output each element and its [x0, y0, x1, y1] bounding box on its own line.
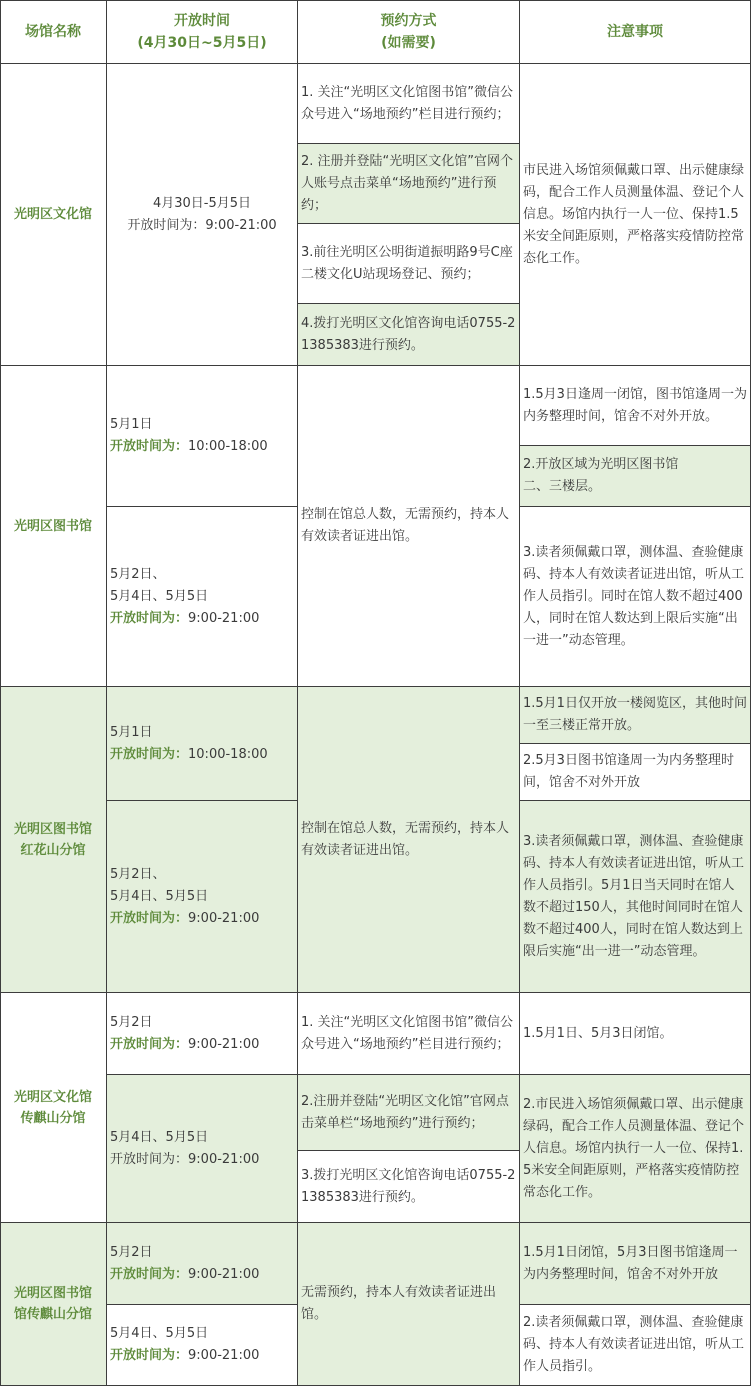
notes-item: 1.5月1日仅开放一楼阅览区，其他时间一至三楼正常开放。 [520, 687, 751, 744]
booking-item: 1. 关注“光明区文化馆图书馆”微信公众号进入“场地预约”栏目进行预约； [298, 64, 520, 144]
hours-date: 5月2日、 5月4日、5月5日 [110, 566, 209, 604]
booking-item: 3.拨打光明区文化馆咨询电话0755-21385383进行预约。 [298, 1151, 520, 1223]
notes-item: 1.5月3日逢周一闭馆，图书馆逢周一为内务整理时间，馆舍不对外开放。 [520, 366, 751, 446]
venue-cell: 光明区文化馆 传麒山分馆 [0, 993, 107, 1223]
notes-item: 2.市民进入场馆须佩戴口罩、出示健康绿码，配合工作人员测量体温、登记个人信息。场馆内执行一人一位、保持1.5米安全间距原则，严格落实疫情防控常态化工作。 [520, 1075, 751, 1223]
hours-cell [107, 507, 298, 687]
hours-time: 开放时间为：10:00-18:00 [110, 439, 268, 454]
hours-date: 5月2日、 5月4日、5月5日 [110, 866, 209, 904]
hours-cell [107, 993, 298, 1075]
hours-time: 开放时间为：9:00-21:00 [110, 1036, 260, 1052]
hours-cell [107, 1075, 298, 1223]
header-venue: 场馆名称 [0, 0, 107, 64]
hours-cell [107, 1223, 298, 1305]
booking-item: 2. 注册并登陆“光明区文化馆”官网个人账号点击菜单“场地预约”进行预约； [298, 144, 520, 224]
hours-date: 5月1日 [110, 724, 153, 740]
hours-time: 开放时间为：10:00-18:00 [110, 746, 268, 762]
booking-item: 4.拨打光明区文化馆咨询电话0755-21385383进行预约。 [298, 304, 520, 366]
hours-time: 开放时间为：9:00-21:00 [110, 1151, 260, 1167]
hours-time: 开放时间为：9:00-21:00 [110, 910, 260, 926]
notes-item: 2.5月3日图书馆逢周一为内务整理时间，馆舍不对外开放 [520, 744, 751, 801]
hours-time: 开放时间为：9:00-21:00 [110, 1266, 260, 1282]
hours-cell [107, 366, 298, 507]
booking-item: 3.前往光明区公明街道振明路9号C座二楼文化U站现场登记、预约； [298, 224, 520, 304]
header-notes: 注意事项 [520, 0, 751, 64]
hours-time: 开放时间为：9:00-21:00 [110, 1348, 260, 1363]
notes-item: 1.5月1日闭馆，5月3日图书馆逢周一为内务整理时间，馆舍不对外开放 [520, 1223, 751, 1305]
header-hours: 开放时间 (4月30日~5月5日) [107, 0, 298, 64]
hours-time: 开放时间为：9:00-21:00 [110, 610, 260, 626]
booking-item: 2.注册并登陆“光明区文化馆”官网点击菜单栏“场地预约”进行预约； [298, 1075, 520, 1151]
booking-item: 控制在馆总人数，无需预约，持本人有效读者证进出馆。 [298, 366, 520, 687]
notes-item: 3.读者须佩戴口罩，测体温、查验健康码、持本人有效读者证进出馆，听从工作人员指引。5月1日当天同时在馆人数不超过150人，其他时间同时在馆人数不超过400人，同时在馆人数达到上限后实施“出一进一”动态管理。 [520, 801, 751, 993]
hours-date: 5月2日 [110, 1014, 153, 1030]
hours-date: 4月30日-5月5日 [152, 195, 252, 211]
venue-cell: 光明区图书馆 [0, 366, 107, 687]
notes-item: 3.读者须佩戴口罩，测体温、查验健康码、持本人有效读者证进出馆，听从工作人员指引。同时在馆人数不超过400人，同时在馆人数达到上限后实施“出一进一”动态管理。 [520, 507, 751, 687]
hours-time: 开放时间为：9:00-21:00 [127, 217, 277, 233]
hours-date: 5月4日、5月5日 [110, 1129, 209, 1145]
hours-date: 5月2日 [110, 1244, 153, 1260]
hours-date: 5月4日、5月5日 [110, 1326, 209, 1341]
venue-cell: 光明区文化馆 [0, 64, 107, 366]
notes-item: 2.开放区域为光明区图书馆 二、三楼层。 [520, 446, 751, 507]
notes-item: 2.读者须佩戴口罩，测体温、查验健康码、持本人有效读者证进出馆，听从工作人员指引。 [520, 1305, 751, 1386]
hours-cell [107, 687, 298, 801]
booking-item: 1. 关注“光明区文化馆图书馆”微信公众号进入“场地预约”栏目进行预约； [298, 993, 520, 1075]
hours-cell [107, 64, 298, 366]
notes-item: 1.5月1日、5月3日闭馆。 [520, 993, 751, 1075]
venue-cell: 光明区图书馆 馆传麒山分馆 [0, 1223, 107, 1386]
header-booking: 预约方式 (如需要) [298, 0, 520, 64]
hours-cell [107, 801, 298, 993]
notes-item: 市民进入场馆须佩戴口罩、出示健康绿码，配合工作人员测量体温、登记个人信息。场馆内执行一人一位、保持1.5米安全间距原则，严格落实疫情防控常态化工作。 [520, 64, 751, 366]
booking-item: 控制在馆总人数，无需预约，持本人有效读者证进出馆。 [298, 687, 520, 993]
booking-item: 无需预约，持本人有效读者证进出馆。 [298, 1223, 520, 1386]
hours-cell [107, 1305, 298, 1386]
venue-cell: 光明区图书馆 红花山分馆 [0, 687, 107, 993]
hours-date: 5月1日 [110, 417, 153, 432]
